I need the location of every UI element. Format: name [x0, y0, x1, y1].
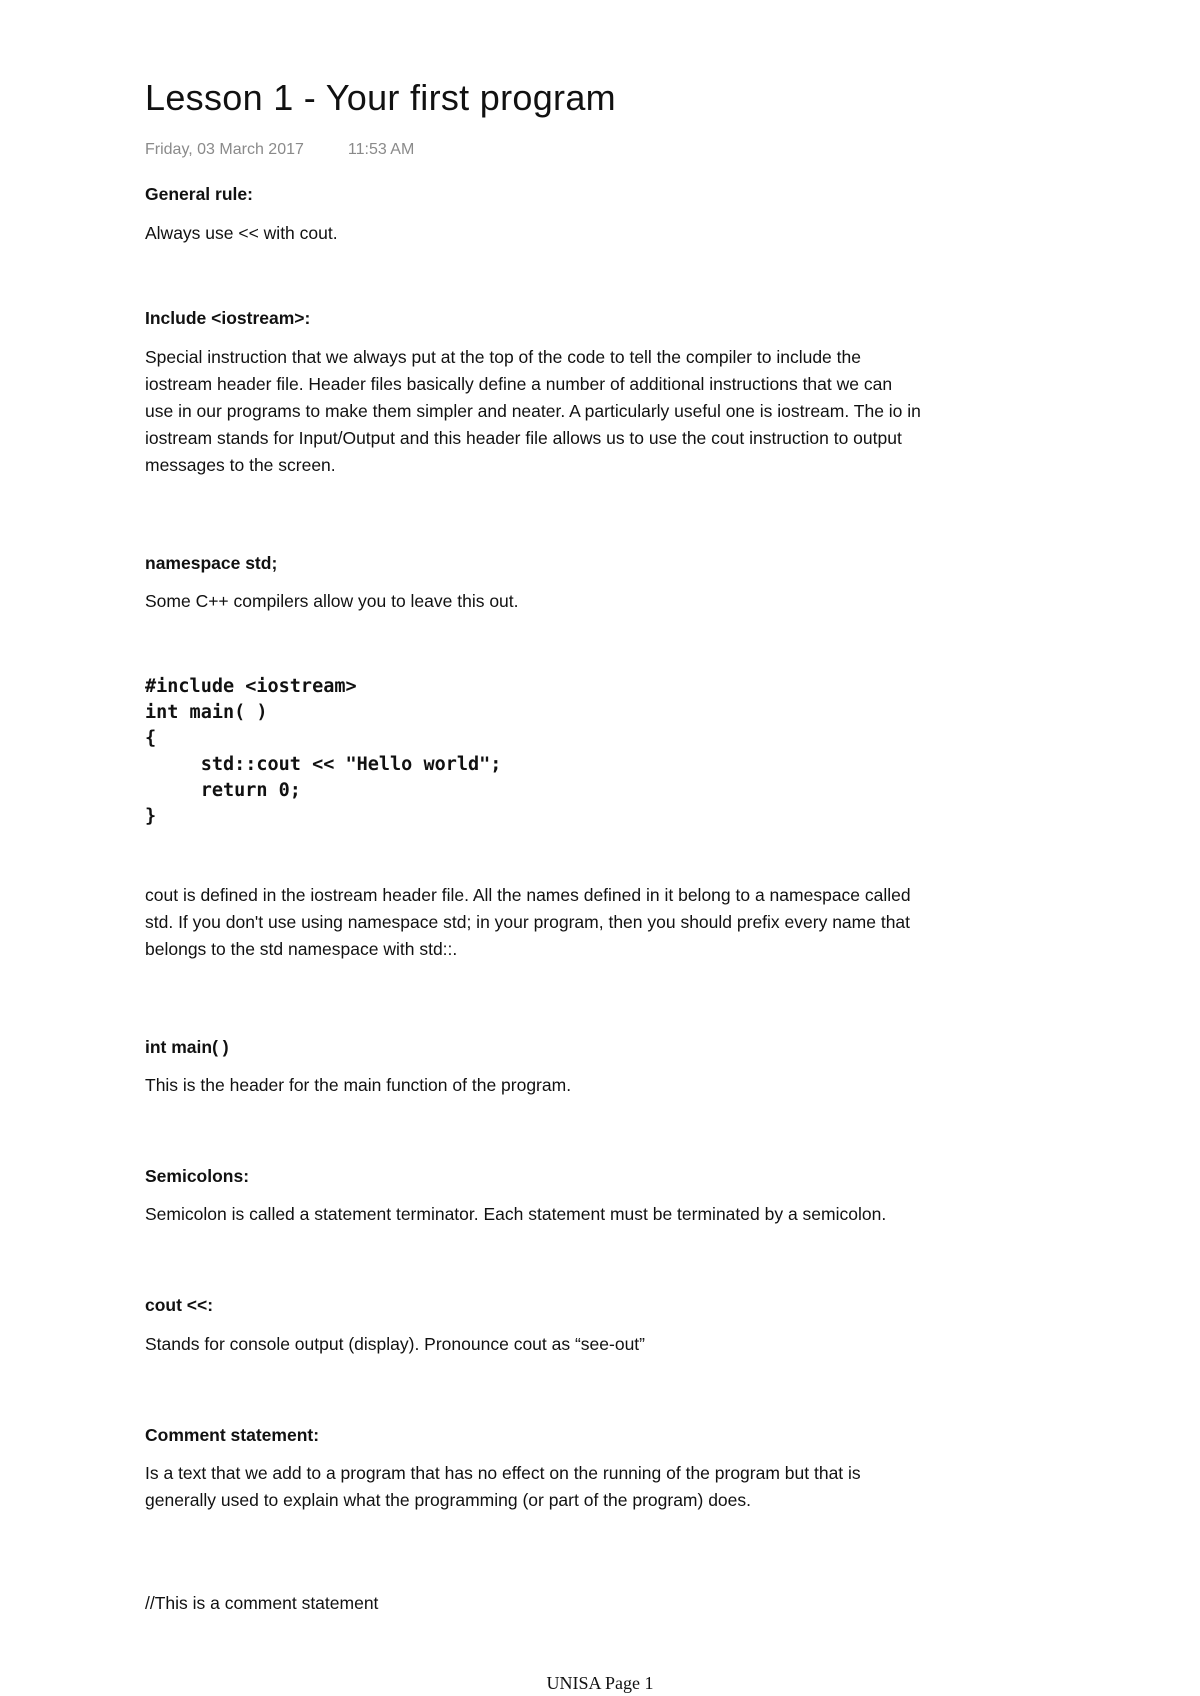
section-text-semicolons: Semicolon is called a statement terminator. Each statement must be terminated by a semicolon. — [145, 1204, 887, 1224]
paragraph-line: iostream header file. Header files basically define a number of additional instructions that we can — [145, 374, 893, 394]
code-line: int main( ) — [145, 702, 268, 723]
paragraph-line: generally used to explain what the programming (or part of the program) does. — [145, 1490, 752, 1510]
paragraph-line: messages to the screen. — [145, 455, 336, 475]
paragraph-line: Is a text that we add to a program that has no effect on the running of the program but that is — [145, 1463, 861, 1483]
section-heading-namespace: namespace std; — [145, 553, 278, 573]
section-text-int-main: This is the header for the main function of the program. — [145, 1075, 572, 1095]
code-line: std::cout << "Hello world"; — [145, 754, 502, 775]
section-text-namespace: Some C++ compilers allow you to leave this out. — [145, 591, 519, 611]
paragraph-line: iostream stands for Input/Output and this header file allows us to use the cout instruction to output — [145, 428, 902, 448]
page-meta — [145, 140, 414, 160]
section-heading-include: Include <iostream>: — [145, 308, 311, 328]
page-date: Friday, 03 March 2017 — [145, 141, 304, 158]
cout-paragraph — [145, 882, 911, 963]
paragraph-line: Special instruction that we always put at the top of the code to tell the compiler to include the — [145, 347, 861, 367]
paragraph-line: use in our programs to make them simpler and neater. A particularly useful one is iostream. The io in — [145, 401, 921, 421]
paragraph-line: belongs to the std namespace with std::. — [145, 939, 458, 959]
code-block — [145, 674, 501, 830]
code-line: } — [145, 806, 157, 827]
paragraph-line: cout is defined in the iostream header file. All the names defined in it belong to a namespace called — [145, 885, 911, 905]
section-heading-int-main: int main( ) — [145, 1037, 229, 1057]
code-line: #include <iostream> — [145, 676, 357, 697]
section-text-comment — [145, 1460, 861, 1514]
section-text-cout: Stands for console output (display). Pronounce cout as “see-out” — [145, 1334, 645, 1354]
page-time: 11:53 AM — [347, 141, 415, 158]
section-heading-comment: Comment statement: — [145, 1425, 320, 1445]
section-heading-cout: cout <<: — [145, 1295, 214, 1315]
section-text-include — [145, 344, 921, 479]
comment-example: //This is a comment statement — [145, 1593, 379, 1613]
paragraph-line: std. If you don't use using namespace std; in your program, then you should prefix every name that — [145, 912, 911, 932]
page-title: Lesson 1 - Your first program — [145, 77, 616, 118]
section-text-general-rule: Always use << with cout. — [145, 223, 338, 243]
page-footer: UNISA Page 1 — [546, 1673, 654, 1693]
code-line: return 0; — [145, 780, 301, 801]
code-line: { — [145, 728, 157, 749]
section-heading-semicolons: Semicolons: — [145, 1166, 250, 1186]
section-heading-general-rule: General rule: — [145, 184, 253, 204]
